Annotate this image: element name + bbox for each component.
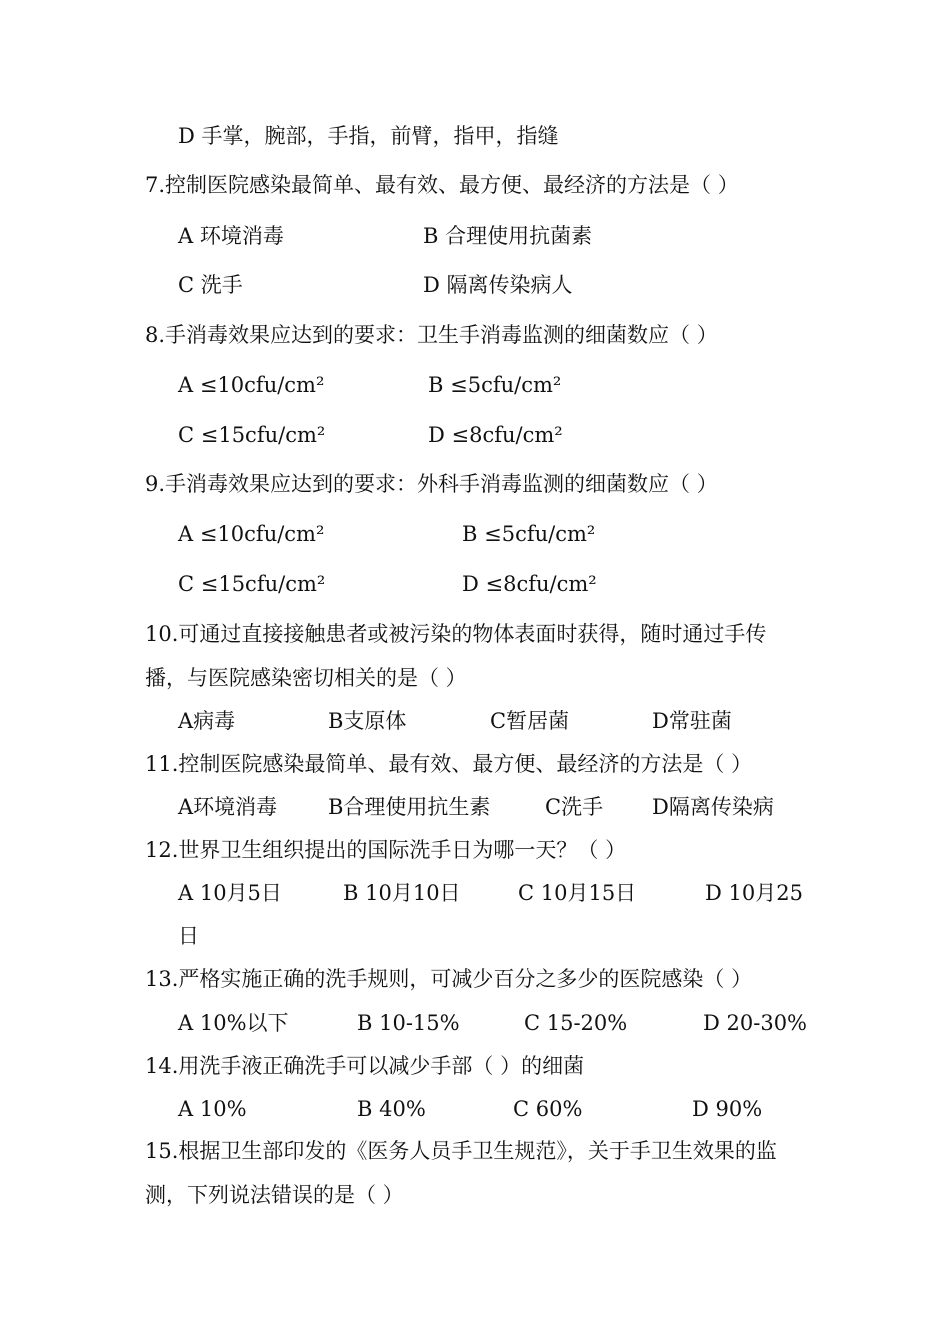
- q10-question-line2: 播，与医院感染密切相关的是（ ）: [145, 666, 467, 690]
- q10-option-b: B支原体: [328, 709, 407, 733]
- q13-option-a: A 10%以下: [178, 1011, 289, 1035]
- q13-question: 13.严格实施正确的洗手规则，可减少百分之多少的医院感染（ ）: [145, 967, 753, 991]
- q12-option-b: B 10月10日: [343, 881, 461, 905]
- q11-option-b: B合理使用抗生素: [328, 795, 491, 819]
- q10-option-a: A病毒: [178, 709, 236, 733]
- q8-option-a: A ≤10cfu/cm²: [178, 373, 325, 397]
- q11-option-a: A环境消毒: [178, 795, 278, 819]
- q7-option-d: D 隔离传染病人: [423, 273, 573, 297]
- q13-option-c: C 15-20%: [524, 1011, 628, 1035]
- q9-option-c: C ≤15cfu/cm²: [178, 572, 326, 596]
- q12-question: 12.世界卫生组织提出的国际洗手日为哪一天？（ ）: [145, 838, 627, 862]
- q7-option-b: B 合理使用抗菌素: [423, 224, 593, 248]
- q14-option-a: A 10%: [178, 1097, 247, 1121]
- q8-question: 8.手消毒效果应达到的要求：卫生手消毒监测的细菌数应（ ）: [145, 323, 718, 347]
- q8-option-b: B ≤5cfu/cm²: [428, 373, 562, 397]
- q12-option-d: D 10月25: [705, 881, 803, 905]
- q15-question-line1: 15.根据卫生部印发的《医务人员手卫生规范》，关于手卫生效果的监: [145, 1139, 777, 1163]
- q12-option-a: A 10月5日: [178, 881, 282, 905]
- q9-option-b: B ≤5cfu/cm²: [462, 522, 596, 546]
- q13-option-d: D 20-30%: [703, 1011, 808, 1035]
- q14-option-c: C 60%: [513, 1097, 583, 1121]
- q9-question: 9.手消毒效果应达到的要求：外科手消毒监测的细菌数应（ ）: [145, 472, 718, 496]
- q10-option-c: C暂居菌: [490, 709, 570, 733]
- q7-option-c: C 洗手: [178, 273, 243, 297]
- q12-option-c: C 10月15日: [518, 881, 637, 905]
- q8-option-c: C ≤15cfu/cm²: [178, 423, 326, 447]
- q6-option-d: D 手掌，腕部，手指，前臂，指甲，指缝: [178, 124, 559, 148]
- q9-option-a: A ≤10cfu/cm²: [178, 522, 325, 546]
- q15-question-line2: 测，下列说法错误的是（ ）: [145, 1183, 404, 1207]
- q8-option-d: D ≤8cfu/cm²: [428, 423, 563, 447]
- q10-option-d: D常驻菌: [652, 709, 732, 733]
- q9-option-d: D ≤8cfu/cm²: [462, 572, 597, 596]
- q13-option-b: B 10-15%: [357, 1011, 460, 1035]
- q11-question: 11.控制医院感染最简单、最有效、最方便、最经济的方法是（ ）: [145, 752, 753, 776]
- q14-option-d: D 90%: [692, 1097, 763, 1121]
- q11-option-d: D隔离传染病: [652, 795, 774, 819]
- q10-question-line1: 10.可通过直接接触患者或被污染的物体表面时获得，随时通过手传: [145, 622, 767, 646]
- q7-question: 7.控制医院感染最简单、最有效、最方便、最经济的方法是（ ）: [145, 173, 739, 197]
- q7-option-a: A 环境消毒: [178, 224, 284, 248]
- q14-option-b: B 40%: [357, 1097, 426, 1121]
- q11-option-c: C洗手: [545, 795, 604, 819]
- q14-question: 14.用洗手液正确洗手可以减少手部（ ）的细菌: [145, 1054, 585, 1078]
- q12-option-d-wrap: 日: [178, 924, 199, 948]
